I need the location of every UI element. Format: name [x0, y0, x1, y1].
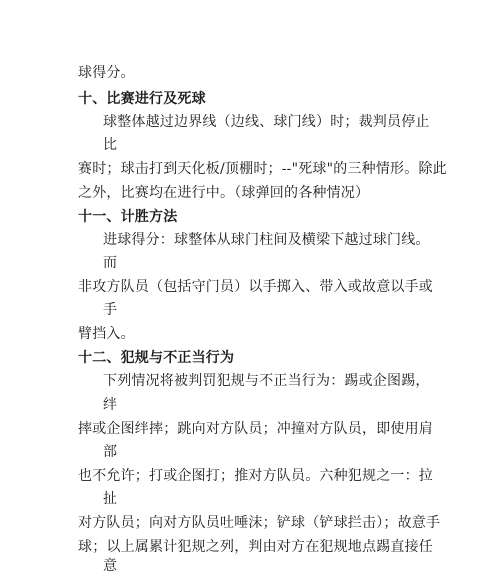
text-line: 绊 [103, 397, 118, 413]
text-line: 进球得分：球整体从球门柱间及横梁下越过球门线。 [103, 232, 430, 248]
text-line: 下列情况将被判罚犯规与不正当行为：踢或企图踢， [103, 373, 430, 389]
text-line: 对方队员；向对方队员吐唾沫；铲球（铲球拦击）；故意手 [78, 515, 441, 531]
text-line: 球整体越过边界线（边线、球门线）时；裁判员停止 [103, 114, 430, 130]
text-line: 摔或企图绊摔；跳向对方队员；冲撞对方队员，即使用肩 [78, 421, 433, 437]
text-line: 比 [103, 137, 118, 153]
text-line: 赛时；球击打到天化板/顶棚时；--"死球"的三种情形。除此 [78, 161, 447, 177]
text-line: 球；以上属累计犯规之列，判由对方在犯规地点踢直接任 [78, 539, 433, 555]
text-line: 手 [103, 302, 118, 318]
section-heading: 十一、计胜方法 [78, 209, 178, 225]
text-line: 而 [103, 255, 118, 271]
text-line: 意 [103, 558, 118, 574]
text-line: 部 [103, 444, 118, 460]
section-heading: 十二、犯规与不正当行为 [78, 350, 235, 366]
text-line: 臂挡入。 [78, 326, 135, 342]
section-heading: 十、比赛进行及死球 [78, 91, 206, 107]
text-line: 也不允许；打或企图打；推对方队员。六种犯规之一：拉 [78, 468, 433, 484]
text-line: 非攻方队员（包括守门员）以手掷入、带入或故意以手或 [78, 279, 433, 295]
text-line: 之外，比赛均在进行中。（球弹回的各种情况） [78, 185, 370, 201]
text-line: 球得分。 [78, 65, 135, 81]
text-line: 扯 [103, 491, 118, 507]
